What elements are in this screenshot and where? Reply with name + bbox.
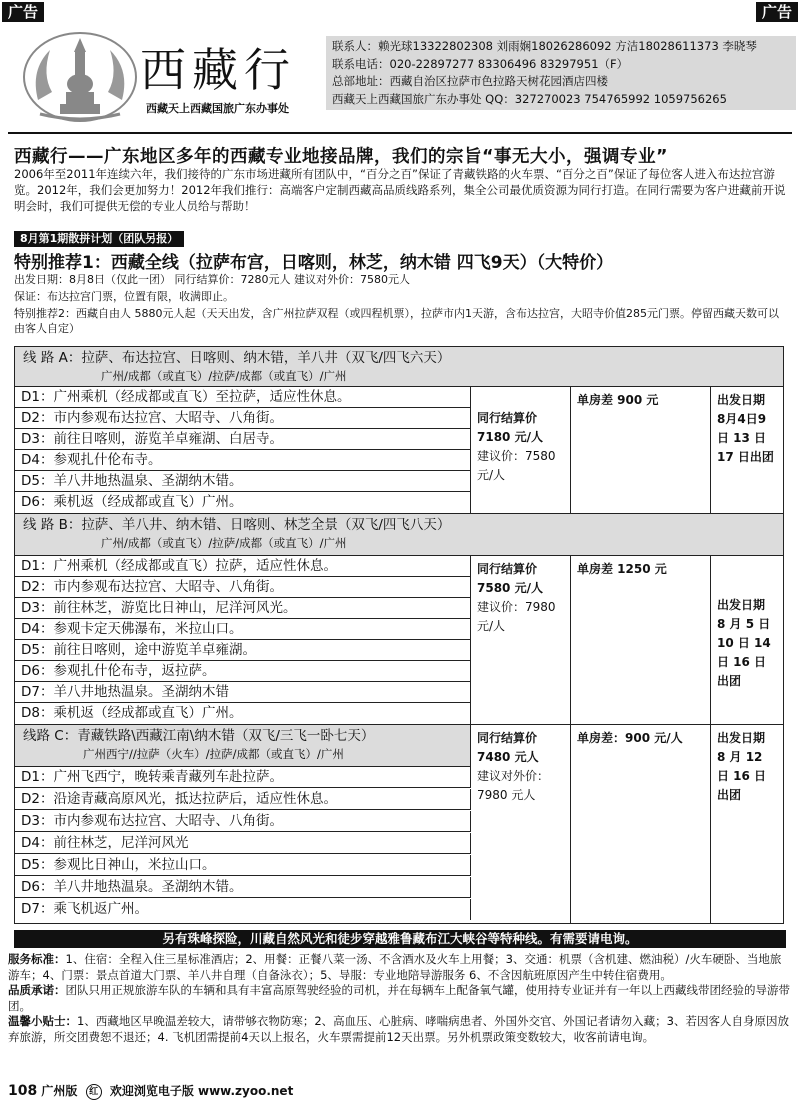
contact-line: 西藏天上西藏国旅广东办事处 QQ：327270023 754765992 1059756265 xyxy=(332,91,727,106)
route-b-day: D1：广州乘机（经成都或直飞）拉萨，适应性休息。 xyxy=(15,556,471,577)
suggest-price: 建议对外价：7980 元人 xyxy=(477,769,550,802)
route-b-header xyxy=(15,514,783,556)
route-b-day: D6：参观扎什伦布寺，返拉萨。 xyxy=(15,661,471,682)
ad-label-left: 广告 xyxy=(2,2,44,22)
route-a-day: D4：参观扎什伦布寺。 xyxy=(15,450,471,471)
contact-line: 总部地址：西藏自治区拉萨市色拉路天树花园酒店四楼 xyxy=(332,74,608,88)
depart-label: 出发日期 xyxy=(717,393,766,407)
route-c-day: D4：前往林芝，尼洋河风光 xyxy=(15,833,471,854)
footer xyxy=(8,1082,293,1100)
route-a-depart xyxy=(711,387,783,513)
header xyxy=(8,28,792,128)
route-c-day: D2：沿途青藏高原风光，抵达拉萨后，适应性休息。 xyxy=(15,789,471,810)
route-c-depart xyxy=(711,725,783,923)
notes xyxy=(8,952,792,1045)
route-title: 线 路 A：拉萨、布达拉宫、日喀则、纳木错，羊八井（双飞/四飞六天） xyxy=(23,350,451,366)
note-text: 1、住宿：全程入住三星标准酒店；2、用餐：正餐八菜一汤、不含酒水及火车上用餐；3、交通：机票（含机建、燃油税）/火车硬卧、当地旅游车；4、门票：景点首道大门票、羊八井自理（自备泳衣）；5、导服：专业地陪导游服务 6、不含因航班原因产生中转住宿费用。 xyxy=(8,952,782,982)
price-value: 7180 元/人 xyxy=(477,430,543,444)
page-number: 108 xyxy=(8,1083,38,1099)
website[interactable]: 欢迎浏览电子版 www.zyoo.net xyxy=(109,1084,294,1098)
route-b-day: D2：市内参观布达拉宫、大昭寺、八角街。 xyxy=(15,577,471,598)
single-room: 单房差：900 元/人 xyxy=(577,731,683,745)
price-label: 同行结算价 xyxy=(477,411,538,425)
route-subtitle: 广州/成都（或直飞）/拉萨/成都（或直飞）/广州 xyxy=(101,369,347,383)
route-b-day: D4：参观卡定天佛瀑布，米拉山口。 xyxy=(15,619,471,640)
route-a-single xyxy=(571,387,711,513)
special-meta: 保证：布达拉宫门票，位置有限，收满即止。 xyxy=(14,290,234,303)
route-b-single xyxy=(571,556,711,724)
single-room: 单房差 1250 元 xyxy=(577,562,667,576)
special-lines-banner: 另有珠峰探险，川藏自然风光和徒步穿越雅鲁藏布江大峡谷等特种线。有需要请电询。 xyxy=(14,930,786,948)
price-value: 7580 元/人 xyxy=(477,581,543,595)
special-meta: 出发日期：8月8日（仅此一团） 同行结算价：7280元人 建议对外价：7580元人 xyxy=(14,273,410,286)
route-c-price xyxy=(471,725,571,923)
route-a-day: D6：乘机返（经成都或直飞）广州。 xyxy=(15,492,471,513)
route-b-day: D7：羊八井地热温泉。圣湖纳木错 xyxy=(15,682,471,703)
contact-block xyxy=(326,36,796,110)
route-b-day: D8：乘机返（经成都或直飞）广州。 xyxy=(15,703,471,724)
note-service xyxy=(8,952,792,983)
depart-label: 出发日期 xyxy=(717,598,766,612)
route-b-price xyxy=(471,556,571,724)
route-subtitle: 广州/成都（或直飞）/拉萨/成都（或直飞）/广州 xyxy=(101,536,347,550)
contact-line: 联系人：赖光球13322802308 刘雨娴18026286092 方洁18028611373 李晓琴 xyxy=(332,39,757,53)
suggest-price: 建议价：7580 元/人 xyxy=(477,449,556,482)
note-label: 服务标准： xyxy=(8,952,66,966)
suggest-price: 建议价：7980 元/人 xyxy=(477,600,556,633)
route-title: 线 路 B：拉萨、羊八井、纳木错、日喀则、林芝全景（双飞/四飞八天） xyxy=(23,517,451,533)
ad-label-right: 广告 xyxy=(756,2,798,22)
routes-table xyxy=(14,346,784,924)
contact-line: 联系电话：020-22897277 83306496 83297951（F） xyxy=(332,56,629,71)
route-b-day: D5：前往日喀则，途中游览羊卓雍湖。 xyxy=(15,640,471,661)
circle-logo-icon: 红 xyxy=(86,1084,102,1100)
route-a-header xyxy=(15,347,783,387)
route-title: 线路 C：青藏铁路\西藏江南\纳木错（双飞/三飞一卧七天） xyxy=(23,728,375,744)
route-c-day: D1：广州飞西宁，晚转乘青藏列车赴拉萨。 xyxy=(15,767,471,788)
route-c-day: D5：参观比日神山，米拉山口。 xyxy=(15,855,471,876)
route-a-day: D5：羊八井地热温泉、圣湖纳木错。 xyxy=(15,471,471,492)
depart-dates: 8 月 12 日 16 日出团 xyxy=(717,750,767,802)
price-value: 7480 元人 xyxy=(477,750,539,764)
route-b-day: D3：前往林芝，游览比日神山，尼洋河风光。 xyxy=(15,598,471,619)
special-title: 特别推荐1：西藏全线（拉萨布宫，日喀则，林芝，纳木错 四飞9天）（大特价） xyxy=(14,253,614,273)
note-quality xyxy=(8,983,792,1014)
depart-label: 出发日期 xyxy=(717,731,766,745)
route-c-header xyxy=(15,725,471,767)
note-text: 1、西藏地区早晚温差较大，请带够衣物防寒；2、高血压、心脏病、哮喘病患者、外国外交官、外国记者请勿入藏；3、若因客人自身原因放弃旅游，所交团费恕不退还；4. 飞机团需提前4天以上报名，火车票需提前12天出票。另外机票政策变数较大，收客前请电询。 xyxy=(8,1014,789,1044)
depart-dates: 8月4日9日 13 日 17 日出团 xyxy=(717,412,774,464)
stupa-emblem-icon xyxy=(20,30,140,124)
route-a-day: D2：市内参观布达拉宫、大昭寺、八角街。 xyxy=(15,408,471,429)
price-label: 同行结算价 xyxy=(477,562,538,576)
route-c-day: D3：市内参观布达拉宫、大昭寺、八角街。 xyxy=(15,811,471,832)
plan-tag: 8月第1期散拼计划（团队另报） xyxy=(14,231,184,247)
headline: 西藏行——广东地区多年的西藏专业地接品牌，我们的宗旨“事无大小，强调专业” xyxy=(14,147,669,167)
note-tips xyxy=(8,1014,792,1045)
route-a-day: D3：前往日喀则，游览羊卓雍湖、白居寺。 xyxy=(15,429,471,450)
single-room: 单房差 900 元 xyxy=(577,393,659,407)
route-a-price xyxy=(471,387,571,513)
route-a-day: D1：广州乘机（经成都或直飞）至拉萨，适应性休息。 xyxy=(15,387,471,408)
brand-subtitle: 西藏天上西藏国旅广东办事处 xyxy=(146,102,289,115)
depart-dates: 8 月 5 日 10 日 14 日 16 日出团 xyxy=(717,617,771,688)
route-c-single xyxy=(571,725,711,923)
route-b-depart xyxy=(711,556,783,724)
logo xyxy=(14,28,314,128)
route-c-day: D7：乘飞机返广州。 xyxy=(15,899,471,920)
note-label: 温馨小贴士： xyxy=(8,1014,77,1028)
note-label: 品质承诺： xyxy=(8,983,66,997)
special-meta: 特别推荐2：西藏自由人 5880元人起（天天出发，含广州拉萨双程（或四程机票），拉萨市内1天游，含布达拉宫，大昭寺价值285元门票。停留西藏天数可以由客人自定） xyxy=(14,307,779,335)
divider xyxy=(8,132,792,134)
route-subtitle: 广州西宁//拉萨（火车）/拉萨/成都（或直飞）/广州 xyxy=(83,747,344,761)
price-label: 同行结算价 xyxy=(477,731,538,745)
note-text: 团队只用正规旅游车队的车辆和具有丰富高原驾驶经验的司机，并在每辆车上配备氧气罐，使用持专业证并有一年以上西藏线带团经验的导游带团。 xyxy=(8,983,790,1013)
intro-text: 2006年至2011年连续六年，我们接待的广东市场进藏所有团队中，“百分之百”保证了青藏铁路的火车票、“百分之百”保证了每位客人进入布达拉宫游览。2012年，我们会更加努力！2012年我们推行：高端客户定制西藏高品质线路系列，集全公司最优质资源为同行打造。在同行需要为客户进藏前开说明会时，我们可提供无偿的专业人员给与帮助！ xyxy=(14,167,786,213)
brand-name: 西藏行 xyxy=(140,43,296,97)
edition: 广州版 xyxy=(41,1084,78,1098)
route-c-day: D6：羊八井地热温泉。圣湖纳木错。 xyxy=(15,877,471,898)
